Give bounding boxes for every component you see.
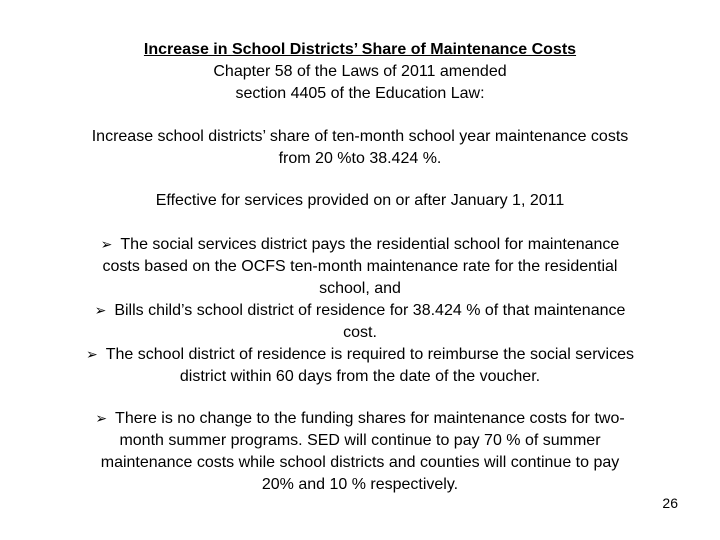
bullet-4-line-4: 20% and 10 % respectively. (261, 476, 459, 493)
bullet-4-line-2: month summer programs. SED will continue to pay 70 % of summer (119, 432, 601, 449)
bullet-4-line-3: maintenance costs while school districts and counties will continue to pay (100, 454, 620, 471)
intro-line-2: from 20 %to 38.424 %. (278, 150, 442, 167)
bullet-1-line-3: school, and (319, 280, 401, 297)
bullet-list-primary (40, 234, 680, 388)
arrow-bullet-icon: ➢ (86, 347, 98, 363)
bullet-3-line-2: district within 60 days from the date of the voucher. (179, 368, 541, 385)
intro-block (40, 126, 680, 170)
bullet-1-line-1 (40, 234, 680, 256)
page-number: 26 (662, 495, 678, 511)
arrow-bullet-icon: ➢ (95, 411, 108, 427)
bullet-2-line-2: cost. (343, 324, 377, 341)
bullet-4-text-1: There is no change to the funding shares for maintenance costs for two- (115, 410, 625, 427)
intro-line-1: Increase school districts’ share of ten-month school year maintenance costs (91, 128, 629, 145)
bullet-2-line-1 (40, 300, 680, 322)
bullet-3-text-1: The school district of residence is required to reimburse the social services (105, 346, 634, 363)
arrow-bullet-icon: ➢ (100, 237, 113, 253)
effective-date-line: Effective for services provided on or after January 1, 2011 (155, 192, 565, 209)
arrow-bullet-icon: ➢ (94, 303, 107, 319)
bullet-list-secondary (40, 408, 680, 496)
slide-title: Increase in School Districts’ Share of Maintenance Costs (143, 41, 577, 58)
title-block (40, 39, 680, 105)
bullet-1-line-2: costs based on the OCFS ten-month maintenance rate for the residential (102, 258, 618, 275)
subtitle-line-2: section 4405 of the Education Law: (235, 85, 485, 102)
effective-block (40, 190, 680, 212)
bullet-3-line-1 (40, 344, 680, 366)
bullet-4-line-1 (40, 408, 680, 430)
bullet-2-text-1: Bills child’s school district of residence for 38.424 % of that maintenance (114, 302, 626, 319)
bullet-1-text-1: The social services district pays the residential school for maintenance (120, 236, 620, 253)
subtitle-line-1: Chapter 58 of the Laws of 2011 amended (213, 63, 507, 80)
